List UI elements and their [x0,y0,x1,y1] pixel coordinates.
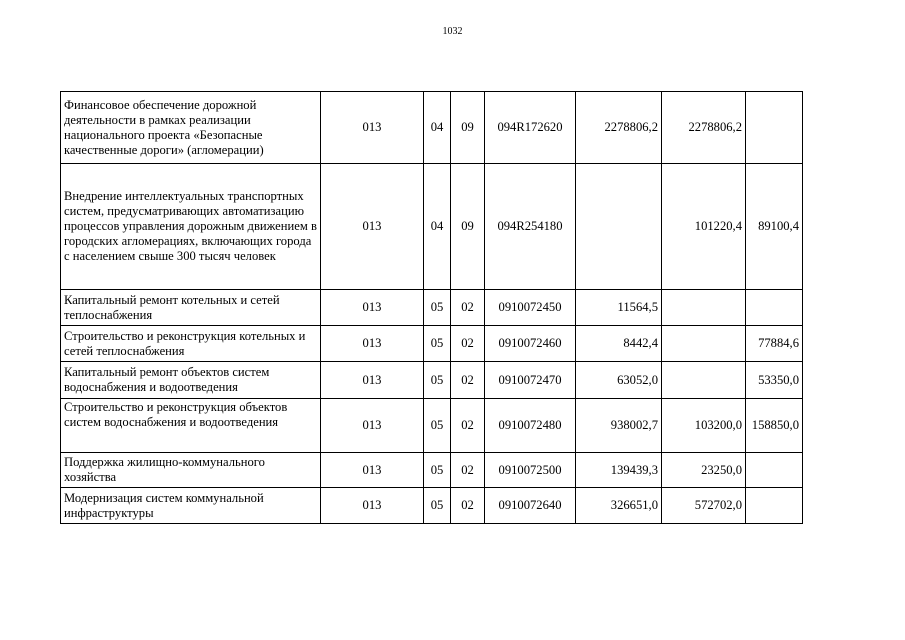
section-code-cell: 05 [424,326,451,362]
table-row [61,399,803,453]
target-article-cell: 0910072460 [485,326,576,362]
ministry-code-cell: 013 [321,453,424,488]
table-row [61,453,803,488]
amount-cell: 2278806,2 [662,92,746,164]
table-row [61,362,803,399]
amount-cell [746,290,803,326]
amount-cell: 89100,4 [746,164,803,290]
ministry-code-cell: 013 [321,488,424,524]
target-article-cell: 0910072470 [485,362,576,399]
subsection-code-cell: 02 [451,399,485,453]
subsection-code-cell: 02 [451,362,485,399]
row-name-cell: Модернизация систем коммунальной инфраструктуры [61,488,321,524]
target-article-cell: 094R172620 [485,92,576,164]
amount-cell: 101220,4 [662,164,746,290]
target-article-cell: 0910072640 [485,488,576,524]
ministry-code-cell: 013 [321,92,424,164]
amount-cell [746,92,803,164]
row-name-cell: Финансовое обеспечение дорожной деятельности в рамках реализации национального проекта «Безопасные качественные дороги» (агломерации) [61,92,321,164]
row-name-cell: Внедрение интеллектуальных транспортных систем, предусматривающих автоматизацию процессов управления дорожным движением в городских агломерациях, включающих города с населением свыше 300 тысяч человек [61,164,321,290]
amount-cell: 11564,5 [576,290,662,326]
subsection-code-cell: 09 [451,164,485,290]
amount-cell: 572702,0 [662,488,746,524]
amount-cell: 139439,3 [576,453,662,488]
row-name-cell: Капитальный ремонт объектов систем водоснабжения и водоотведения [61,362,321,399]
table-row [61,326,803,362]
amount-cell [746,488,803,524]
amount-cell: 23250,0 [662,453,746,488]
table-row [61,290,803,326]
target-article-cell: 0910072500 [485,453,576,488]
amount-cell: 53350,0 [746,362,803,399]
ministry-code-cell: 013 [321,290,424,326]
budget-table [60,91,803,524]
target-article-cell: 094R254180 [485,164,576,290]
amount-cell [662,326,746,362]
amount-cell: 326651,0 [576,488,662,524]
ministry-code-cell: 013 [321,399,424,453]
table-row [61,164,803,290]
section-code-cell: 05 [424,453,451,488]
amount-cell [662,362,746,399]
ministry-code-cell: 013 [321,164,424,290]
amount-cell: 2278806,2 [576,92,662,164]
row-name-cell: Капитальный ремонт котельных и сетей теплоснабжения [61,290,321,326]
subsection-code-cell: 09 [451,92,485,164]
section-code-cell: 05 [424,488,451,524]
subsection-code-cell: 02 [451,488,485,524]
row-name-cell: Строительство и реконструкция котельных и сетей теплоснабжения [61,326,321,362]
amount-cell: 938002,7 [576,399,662,453]
target-article-cell: 0910072450 [485,290,576,326]
subsection-code-cell: 02 [451,326,485,362]
target-article-cell: 0910072480 [485,399,576,453]
ministry-code-cell: 013 [321,362,424,399]
section-code-cell: 04 [424,92,451,164]
row-name-cell: Строительство и реконструкция объектов систем водоснабжения и водоотведения [61,399,321,453]
amount-cell: 63052,0 [576,362,662,399]
section-code-cell: 05 [424,362,451,399]
subsection-code-cell: 02 [451,453,485,488]
section-code-cell: 05 [424,399,451,453]
amount-cell: 8442,4 [576,326,662,362]
amount-cell [662,290,746,326]
amount-cell: 77884,6 [746,326,803,362]
table-row [61,488,803,524]
amount-cell [746,453,803,488]
subsection-code-cell: 02 [451,290,485,326]
amount-cell: 103200,0 [662,399,746,453]
amount-cell: 158850,0 [746,399,803,453]
ministry-code-cell: 013 [321,326,424,362]
table-row [61,92,803,164]
amount-cell [576,164,662,290]
page-number: 1032 [442,26,463,37]
section-code-cell: 04 [424,164,451,290]
section-code-cell: 05 [424,290,451,326]
row-name-cell: Поддержка жилищно-коммунального хозяйства [61,453,321,488]
